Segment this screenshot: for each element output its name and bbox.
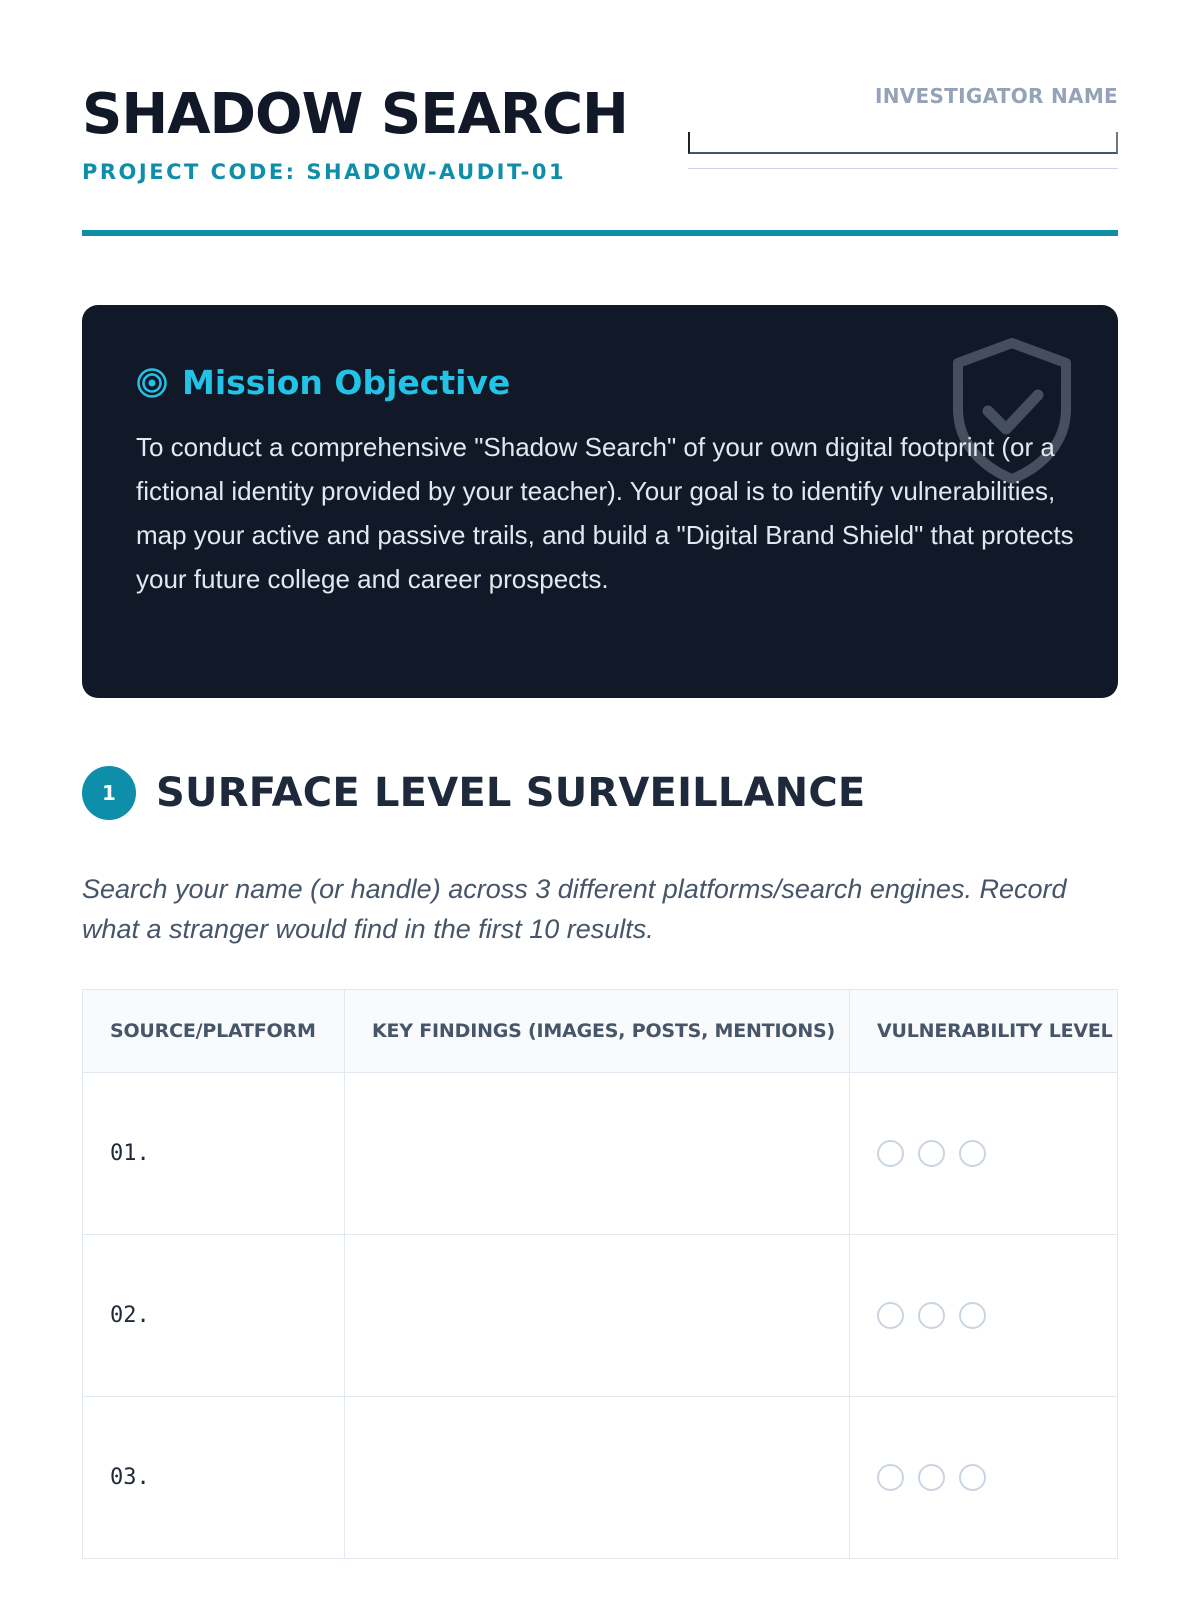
vulnerability-high-radio[interactable] — [959, 1140, 986, 1167]
vulnerability-high-radio[interactable] — [959, 1302, 986, 1329]
vulnerability-low-radio[interactable] — [877, 1140, 904, 1167]
vulnerability-low-radio[interactable] — [877, 1464, 904, 1491]
row-number: 03. — [110, 1465, 150, 1490]
mission-heading — [136, 361, 1064, 405]
vulnerability-medium-radio[interactable] — [918, 1302, 945, 1329]
investigator-underline — [688, 168, 1118, 169]
section-title: SURFACE LEVEL SURVEILLANCE — [156, 770, 866, 816]
column-header-source: SOURCE/PLATFORM — [83, 990, 345, 1073]
surveillance-table — [82, 989, 1118, 1559]
section-1-heading — [82, 765, 1118, 821]
findings-cell[interactable] — [345, 1397, 850, 1559]
findings-cell[interactable] — [345, 1235, 850, 1397]
mission-title: Mission Objective — [182, 363, 511, 402]
table-header-row — [83, 990, 1118, 1073]
row-number: 02. — [110, 1303, 150, 1328]
vulnerability-cell — [850, 1397, 1118, 1559]
vulnerability-cell — [850, 1235, 1118, 1397]
column-header-vulnerability: VULNERABILITY LEVEL — [850, 990, 1118, 1073]
table-row — [83, 1235, 1118, 1397]
source-cell[interactable] — [83, 1073, 345, 1235]
table-row — [83, 1397, 1118, 1559]
mission-text: To conduct a comprehensive "Shadow Search" of your own digital footprint (or a fictional identity provided by your teacher). Your goal is to identify vulnerabilities, map your active and passive trails, and build a "Digital Brand Shield" that protects your future college and career prospects. — [136, 432, 1074, 594]
worksheet-header — [82, 0, 1118, 237]
table-row — [83, 1073, 1118, 1235]
findings-cell[interactable] — [345, 1073, 850, 1235]
mission-objective-card — [82, 305, 1118, 698]
page-title: SHADOW SEARCH — [82, 82, 628, 147]
vulnerability-medium-radio[interactable] — [918, 1464, 945, 1491]
step-badge: 1 — [82, 766, 136, 820]
project-code: PROJECT CODE: SHADOW-AUDIT-01 — [82, 160, 567, 184]
source-cell[interactable] — [83, 1235, 345, 1397]
vulnerability-rating — [877, 1464, 1090, 1491]
vulnerability-cell — [850, 1073, 1118, 1235]
target-icon — [136, 367, 168, 399]
vulnerability-rating — [877, 1140, 1090, 1167]
vulnerability-medium-radio[interactable] — [918, 1140, 945, 1167]
vulnerability-low-radio[interactable] — [877, 1302, 904, 1329]
header-divider — [82, 230, 1118, 236]
investigator-name-label: INVESTIGATOR NAME — [874, 84, 1118, 108]
investigator-block — [688, 80, 1118, 169]
investigator-name-field[interactable] — [688, 132, 1118, 154]
row-number: 01. — [110, 1141, 150, 1166]
vulnerability-high-radio[interactable] — [959, 1464, 986, 1491]
source-cell[interactable] — [83, 1397, 345, 1559]
column-header-findings: KEY FINDINGS (IMAGES, POSTS, MENTIONS) — [345, 990, 850, 1073]
vulnerability-rating — [877, 1302, 1090, 1329]
section-description: Search your name (or handle) across 3 different platforms/search engines. Record what a stranger would find in the first 10 results. — [82, 874, 1067, 944]
